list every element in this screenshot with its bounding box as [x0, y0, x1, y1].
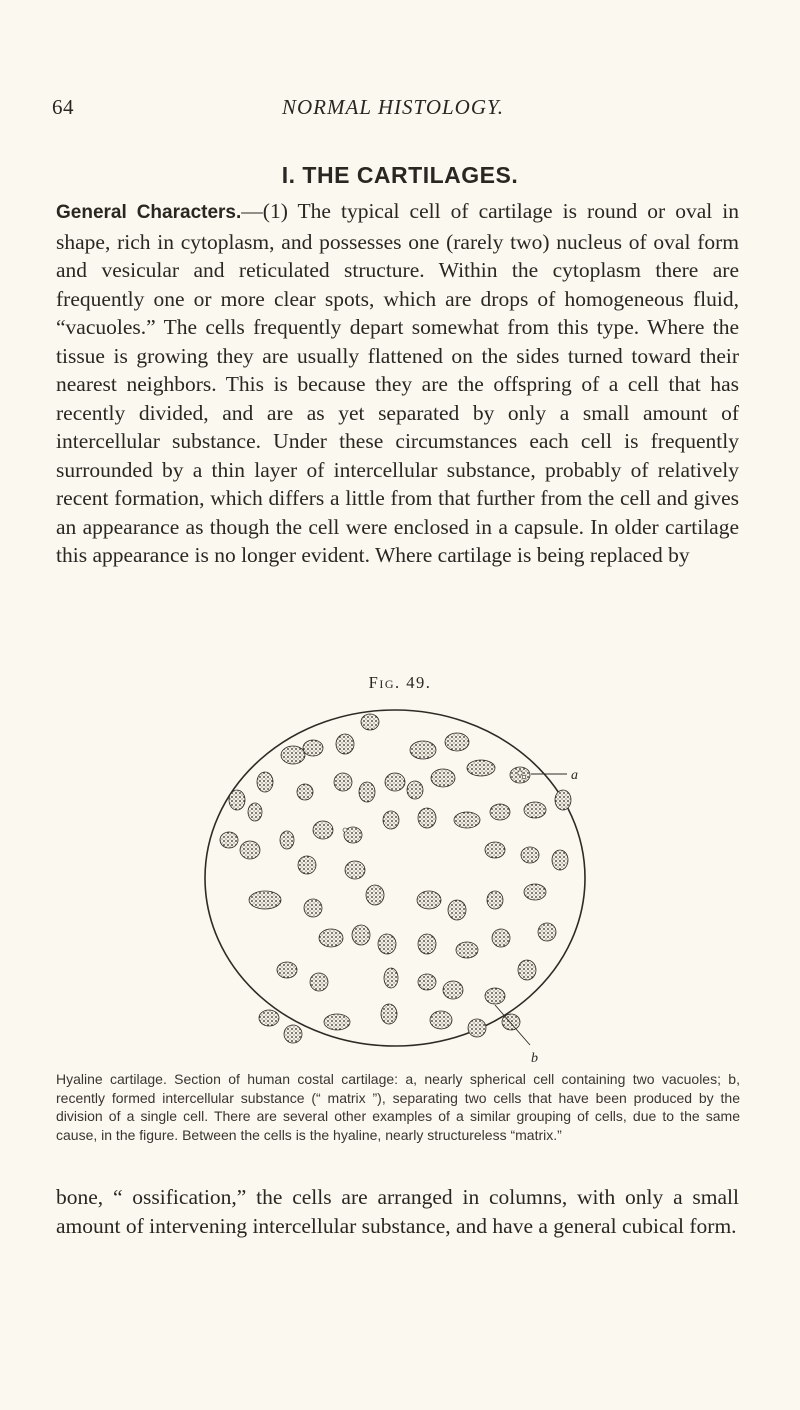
section-outline	[205, 710, 585, 1046]
running-head: NORMAL HISTOLOGY.	[282, 95, 505, 119]
section-title: I. THE CARTILAGES.	[281, 162, 519, 188]
hyaline-cartilage-drawing	[195, 700, 615, 1068]
page-number: 64	[52, 95, 74, 119]
figure-caption: Hyaline cartilage. Section of human costal cartilage: a, nearly spherical cell containing two vacuoles; b, recently formed intercellular substance (“ matrix ”), separating two cells that have been produced by the division of a single cell. There are several other examples of a similar grouping of cells, due to the same cause, in the figure. Between the cells is the hyaline, nearly structureless “matrix.”	[56, 1071, 740, 1143]
paragraph-body: —(1) The typical cell of cartilage is round or oval in shape, rich in cytoplasm, and possesses one (rarely two) nucleus of oval form and vesicular and reticulated structure. Within the cytoplasm there are frequently one or more clear spots, which are drops of homogeneous fluid, “vacuoles.” The cells frequently depart somewhat from this type. Where the tissue is growing they are usually flattened on the sides turned toward their nearest neighbors. This is because they are the offspring of a cell that has recently divided, and are as yet separated by only a small amount of intercellular substance. Under these circumstances each cell is frequently surrounded by a thin layer of intercellular substance, probably of relatively recent formation, which differs a little from that further from the cell and gives an appearance as though the cell were enclosed in a capsule. In older cartilage this appearance is no longer evident. Where cartilage is being replaced by	[56, 199, 739, 567]
paragraph-ossification: bone, “ ossification,” the cells are arranged in columns, with only a small amount of intervening intercellular substance, and have a general cubical form.	[56, 1185, 739, 1238]
paragraph-lead-in: General Characters.	[56, 202, 242, 223]
page-header	[52, 95, 748, 123]
paragraph-general-characters	[56, 197, 739, 570]
label-a: a	[571, 768, 578, 783]
figure-illustration	[195, 700, 615, 1068]
figure-label: Fig. 49.	[368, 673, 432, 692]
label-b: b	[531, 1051, 538, 1066]
